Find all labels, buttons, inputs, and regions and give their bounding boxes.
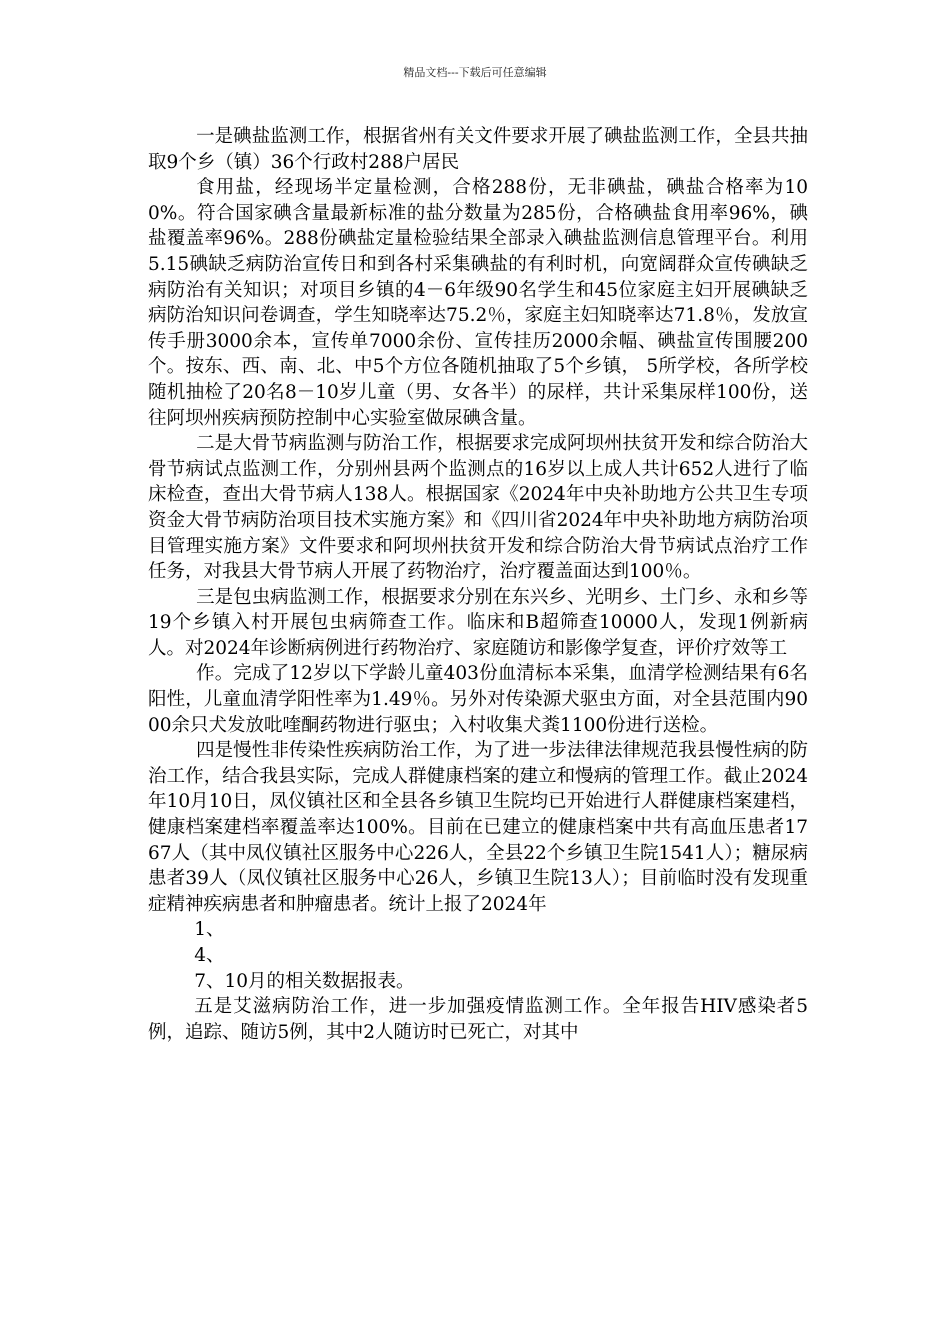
paragraph-aids-prevention: 五是艾滋病防治工作，进一步加强疫情监测工作。全年报告HIV感染者5例，追踪、随访5例，其中2人随访时已死亡，对其中 — [148, 996, 808, 1043]
paragraph-kashin-beck-disease: 二是大骨节病监测与防治工作，根据要求完成阿坝州扶贫开发和综合防治大骨节病试点监测工作，分别州县两个监测点的16岁以上成人共计652人进行了临床检查，查出大骨节病人138人。根据国家《2024年中央补助地方公共卫生专项资金大骨节病防治项目技术实施方案》和《四川省2024年中央补助地方病防治项目管理实施方案》文件要求和阿坝州扶贫开发和综合防治大骨节病试点治疗工作任务，对我县大骨节病人开展了药物治疗，治疗覆盖面达到100％。 — [148, 433, 808, 583]
paragraph-echinococcosis-monitoring: 三是包虫病监测工作，根据要求分别在东兴乡、光明乡、土门乡、永和乡等19个乡镇入村开展包虫病筛查工作。临床和B超筛查10000人，发现1例新病人。对2024年诊断病例进行药物治疗、家庭随访和影像学复查，评价疗效等工 — [148, 586, 808, 659]
list-item-month-7-10: 7、10月的相关数据报表。 — [194, 970, 415, 992]
document-body — [148, 124, 808, 1045]
list-item-month-4: 4、 — [194, 945, 225, 966]
page-header: 精品文档---下载后可任意编辑 — [403, 66, 547, 79]
paragraph-chronic-disease: 四是慢性非传染性疾病防治工作，为了进一步法律法律规范我县慢性病的防治工作，结合我县实际，完成人群健康档案的建立和慢病的管理工作。截止2024年10月10日，凤仪镇社区和全县各乡镇卫生院均已开始进行人群健康档案建档，健康档案建档率覆盖率达100%。目前在已建立的健康档案中共有高血压患者1767人（其中凤仪镇社区服务中心226人，全县22个乡镇卫生院1541人）；糖尿病患者39人（凤仪镇社区服务中心26人，乡镇卫生院13人）；目前临时没有发现重症精神疾病患者和肿瘤患者。统计上报了2024年 — [148, 740, 808, 915]
paragraph-iodized-salt-monitoring: 一是碘盐监测工作，根据省州有关文件要求开展了碘盐监测工作，全县共抽取9个乡（镇）36个行政村288户居民 — [148, 126, 808, 173]
paragraph-salt-test-results: 食用盐，经现场半定量检测，合格288份，无非碘盐，碘盐合格率为100%。符合国家碘含量最新标准的盐分数量为285份，合格碘盐食用率96%，碘盐覆盖率96%。288份碘盐定量检验结果全部录入碘盐监测信息管理平台。利用5.15碘缺乏病防治宣传日和到各村采集碘盐的有利时机，向宽阔群众宣传碘缺乏病防治有关知识；对项目乡镇的4－6年级90名学生和45位家庭主妇开展碘缺乏病防治知识问卷调查，学生知晓率达75.2％，家庭主妇知晓率达71.8％，发放宣传手册3000余本，宣传单7000余份、宣传挂历2000余幅、碘盐宣传围腰200个。按东、西、南、北、中5个方位各随机抽取了5个乡镇， 5所学校，各所学校随机抽检了20名8－10岁儿童（男、女各半）的尿样，共计采集尿样100份，送往阿坝州疾病预防控制中心实验室做尿碘含量。 — [148, 177, 808, 429]
paragraph-echinococcosis-continued: 作。完成了12岁以下学龄儿童403份血清标本采集，血清学检测结果有6名阳性，儿童血清学阳性率为1.49％。另外对传染源犬驱虫方面，对全县范围内9000余只犬发放吡喹酮药物进行驱虫；入村收集犬粪1100份进行送检。 — [148, 663, 808, 736]
list-item-month-1: 1、 — [194, 919, 225, 941]
